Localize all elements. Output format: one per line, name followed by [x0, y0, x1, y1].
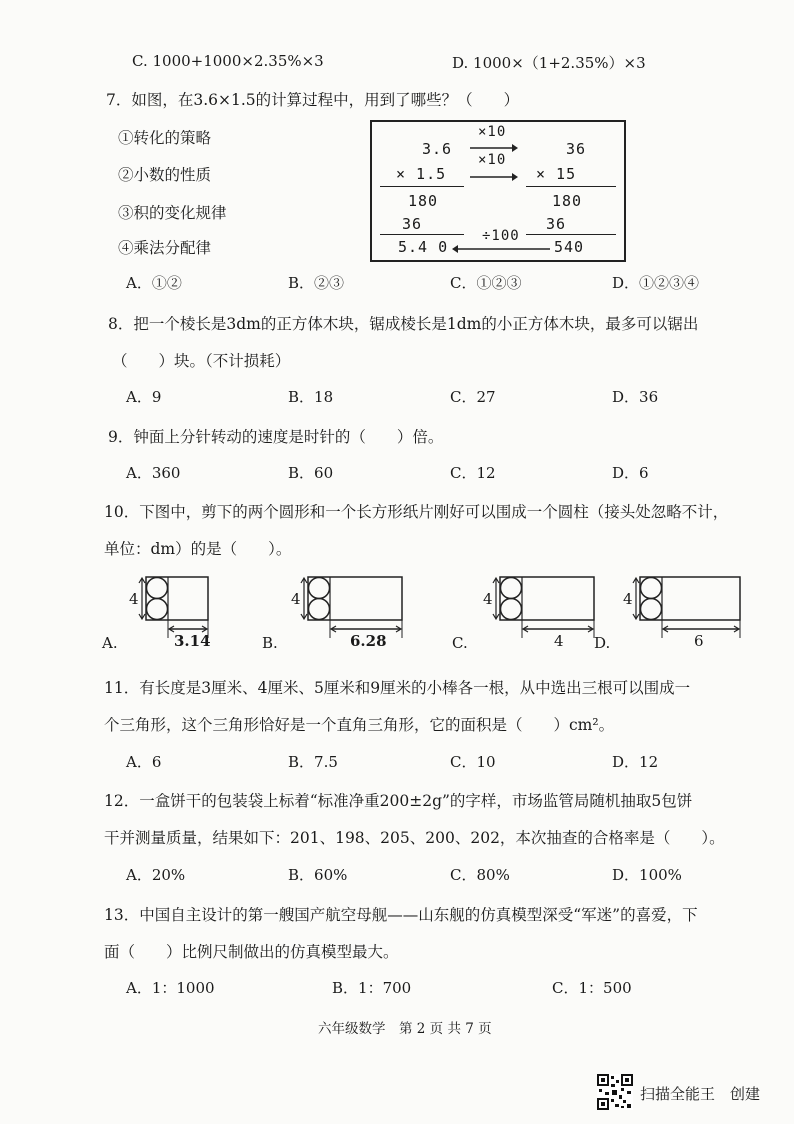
q11-option-d: D．12: [612, 753, 659, 771]
q10b-letter: B.: [262, 634, 278, 652]
q12-option-b: B．60%: [288, 866, 348, 884]
q7-option-c: C．①②③: [450, 274, 522, 292]
q8-option-c: C．27: [450, 388, 496, 406]
calc-right-partial-1: 180: [552, 192, 583, 210]
q7-item-2: ②小数的性质: [118, 166, 212, 184]
cylinder-net-diagram: [590, 576, 750, 656]
calc-right-result: 540: [554, 238, 585, 256]
q12-option-d: D．100%: [612, 866, 682, 884]
page-footer: 六年级数学 第 2 页 共 7 页: [318, 1021, 492, 1037]
calc-right-multiplier: × 15: [536, 165, 577, 183]
q9-option-d: D．6: [612, 464, 649, 482]
calc-right-multiplicand: 36: [566, 140, 587, 158]
q10-stem-line-2: 单位：dm）的是（ ）。: [104, 540, 292, 558]
q10-figure-b: [258, 576, 408, 656]
q12-option-a: A．20%: [126, 866, 186, 884]
calc-arrow-label-2: ×10: [478, 152, 507, 168]
q8-option-b: B．18: [288, 388, 334, 406]
q12-stem-line-1: 12．一盒饼干的包装袋上标着“标准净重200±2g”的字样，市场监管局随机抽取5包饼: [104, 792, 693, 810]
q11-stem-line-1: 11．有长度是3厘米、4厘米、5厘米和9厘米的小棒各一根，从中选出三根可以围成一: [104, 679, 691, 697]
scanner-watermark: 扫描全能王 创建: [640, 1085, 761, 1103]
q8-option-d: D．36: [612, 388, 659, 406]
calc-left-rule-2: [380, 234, 464, 235]
q7-item-3: ③积的变化规律: [118, 204, 227, 222]
calc-left-partial-2: 36: [402, 215, 423, 233]
q10c-width-label: 4: [554, 632, 564, 650]
cylinder-net-diagram: [450, 576, 600, 656]
calc-arrow-label-3: ÷100: [482, 228, 520, 244]
q7-option-a: A．①②: [126, 274, 182, 292]
q10-figure-c: [450, 576, 600, 656]
calc-left-result: 5.4 0: [398, 238, 449, 256]
q8-stem-line-1: 8．把一个棱长是3dm的正方体木块，锯成棱长是1dm的小正方体木块，最多可以锯出: [108, 315, 699, 333]
q7-stem: 7．如图，在3.6×1.5的计算过程中，用到了哪些？（ ）: [106, 91, 520, 109]
q10a-height-label: 4: [129, 590, 139, 608]
q13-stem-line-1: 13．中国自主设计的第一艘国产航空母舰——山东舰的仿真模型深受“军迷”的喜爱，下: [104, 906, 698, 924]
q10a-letter: A.: [102, 634, 118, 652]
q10-figure-d: [590, 576, 750, 656]
calc-left-rule-1: [380, 186, 464, 187]
q10c-letter: C.: [452, 634, 468, 652]
q11-stem-line-2: 个三角形，这个三角形恰好是一个直角三角形，它的面积是（ ）cm²。: [104, 716, 615, 734]
calc-left-multiplicand: 3.6: [422, 140, 453, 158]
q8-option-a: A．9: [126, 388, 162, 406]
q13-option-b: B．1：700: [332, 979, 412, 997]
q7-item-4: ④乘法分配律: [118, 239, 212, 257]
q10-figure-a: [96, 576, 226, 656]
calc-arrow-label-1: ×10: [478, 124, 507, 140]
q10b-width-label: 6.28: [350, 632, 387, 650]
q8-stem-line-2: （ ）块。（不计损耗）: [112, 352, 291, 370]
q10a-width-label: 3.14: [174, 632, 211, 650]
q13-option-a: A．1：1000: [126, 979, 215, 997]
q10d-width-label: 6: [694, 632, 704, 650]
q7-option-d: D．①②③④: [612, 274, 700, 292]
q6-option-c: C. 1000+1000×2.35%×3: [132, 52, 324, 70]
q13-option-c: C．1：500: [552, 979, 632, 997]
q7-calculation-box: [370, 120, 626, 262]
right-arrow-icon: [470, 172, 518, 182]
q10d-height-label: 4: [623, 590, 633, 608]
calc-right-partial-2: 36: [546, 215, 567, 233]
calc-right-rule-1: [526, 186, 616, 187]
q11-option-a: A．6: [126, 753, 162, 771]
q13-stem-line-2: 面（ ）比例尺制做出的仿真模型最大。: [104, 943, 399, 961]
q9-stem: 9．钟面上分针转动的速度是时针的（ ）倍。: [108, 428, 444, 446]
calc-right-rule-2: [526, 234, 616, 235]
q11-option-b: B．7.5: [288, 753, 338, 771]
q12-stem-line-2: 干并测量质量，结果如下：201、198、205、200、202，本次抽查的合格率是（ ）。: [104, 829, 725, 847]
q6-option-d: D. 1000×（1+2.35%）×3: [452, 54, 646, 72]
calc-left-partial-1: 180: [408, 192, 439, 210]
q12-option-c: C．80%: [450, 866, 510, 884]
qr-code-icon: [597, 1074, 633, 1110]
q10-stem-line-1: 10．下图中，剪下的两个圆形和一个长方形纸片刚好可以围成一个圆柱（接头处忽略不计，: [104, 503, 729, 521]
calc-left-multiplier: × 1.5: [396, 165, 447, 183]
q10c-height-label: 4: [483, 590, 493, 608]
q9-option-b: B．60: [288, 464, 334, 482]
q10d-letter: D.: [594, 634, 611, 652]
q9-option-c: C．12: [450, 464, 496, 482]
q11-option-c: C．10: [450, 753, 496, 771]
q9-option-a: A．360: [126, 464, 181, 482]
left-arrow-icon: [452, 244, 550, 254]
q7-option-b: B．②③: [288, 274, 345, 292]
q10b-height-label: 4: [291, 590, 301, 608]
q7-item-1: ①转化的策略: [118, 129, 212, 147]
